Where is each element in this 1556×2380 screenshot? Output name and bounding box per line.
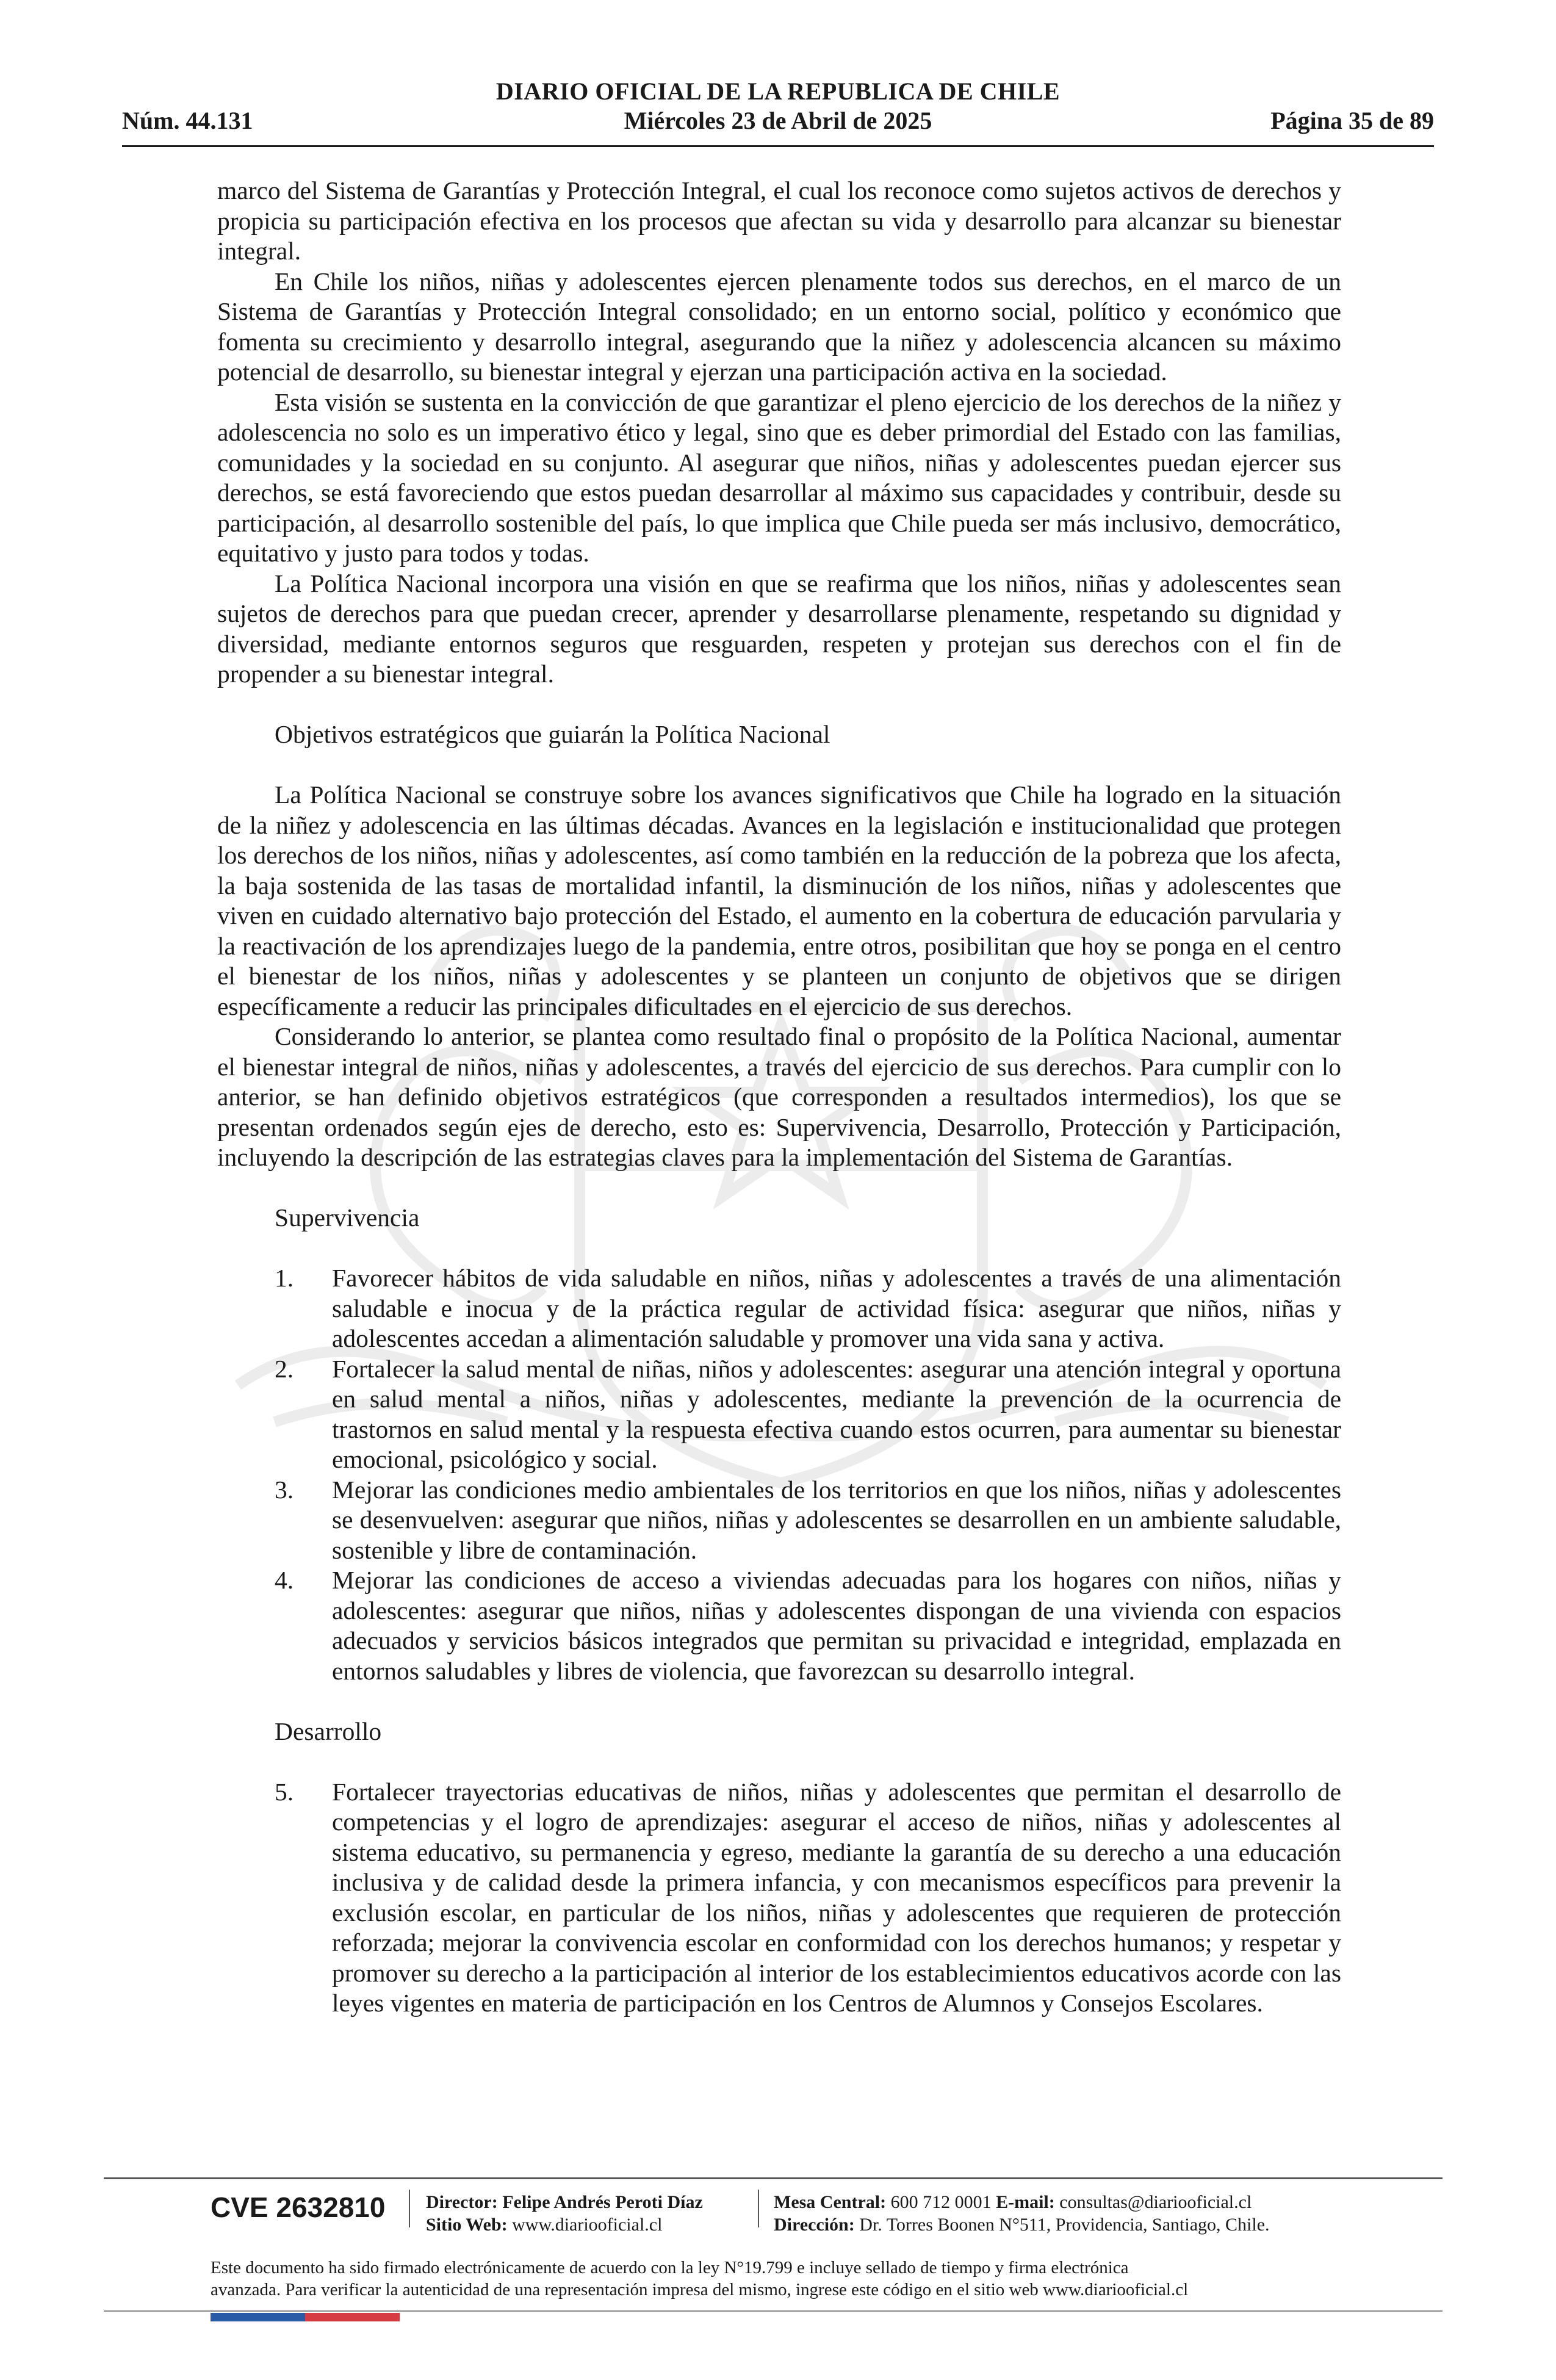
page-number: Página 35 de 89 (1270, 107, 1434, 134)
list-item-number: 2. (275, 1354, 294, 1383)
list-item-text: Fortalecer la salud mental de niñas, niños y adolescentes: asegurar una atención integral y oportuna en salud mental a niños, niñas y adolescentes, mediante la prevención de la ocurrencia de trastornos en salud mental y la respuesta efectiva cuando estos ocurren, para aumentar su bienestar emocional, psicológico y social. (332, 1354, 1341, 1473)
list-item-text: Mejorar las condiciones de acceso a viviendas adecuadas para los hogares con niños, niñas y adolescentes: asegurar que niños, niñas y adolescentes dispongan de una vivienda con espacios adecuados y servicios básicos integrados que permitan su privacidad e integridad, emplazada en entornos saludables y libres de violencia, que favorezcan su desarrollo integral. (332, 1566, 1341, 1685)
list-item-number: 5. (275, 1777, 294, 1806)
email-link[interactable]: consultas@diariooficial.cl (1059, 2192, 1252, 2212)
issue-number: Núm. 44.131 (122, 107, 253, 134)
newspaper-title: DIARIO OFICIAL DE LA REPUBLICA DE CHILE (495, 78, 1061, 105)
section-heading-survival: Supervivencia (275, 1203, 420, 1231)
director-name: Felipe Andrés Peroti Díaz (502, 2192, 703, 2212)
notice-line: avanzada. Para verificar la autenticidad de una representación impresa del mismo, ingrese este código en el sitio web www.diariooficial.cl (211, 2280, 1189, 2299)
mesa-label: Mesa Central: (774, 2192, 887, 2212)
cve-code: CVE 2632810 (211, 2191, 386, 2223)
list-item (217, 1354, 1341, 1475)
flag-stripe-blue (211, 2313, 305, 2321)
survival-objectives-list (217, 1263, 1341, 1686)
flag-stripe-red (305, 2313, 400, 2321)
document-body (217, 176, 1341, 2019)
paragraph: marco del Sistema de Garantías y Protección Integral, el cual los reconoce como sujetos activos de derechos y propicia su participación efectiva en los procesos que afectan su vida y desarrollo para alcanzar su bienestar integral. (217, 176, 1341, 265)
footer-contact-block (774, 2191, 1270, 2236)
list-item-text: Favorecer hábitos de vida saludable en niños, niñas y adolescentes a través de una alimentación saludable e inocua y de la práctica regular de actividad física: asegurar que niños, niñas y adolescentes accedan a alimentación saludable y promover una vida sana y activa. (332, 1264, 1341, 1352)
paragraph: La Política Nacional incorpora una visión en que se reafirma que los niños, niñas y adolescentes sean sujetos de derechos para que puedan crecer, aprender y desarrollarse plenamente, respetando su dignidad y diversidad, mediante entornos seguros que resguarden, respeten y protejan sus derechos con el fin de propender a su bienestar integral. (217, 569, 1341, 688)
page-footer (104, 2177, 1443, 2331)
list-item-text: Fortalecer trayectorias educativas de niños, niñas y adolescentes que permitan el desarrollo de competencias y el logro de aprendizajes: asegurar el acceso de niños, niñas y adolescentes al sistema educativo, su permanencia y egreso, mediante la garantía de su derecho a una educación inclusiva y de calidad desde la primera infancia, y con mecanismos específicos para prevenir la exclusión escolar, en particular de los niños, niñas y adolescentes que requieren de protección reforzada; mejorar la convivencia escolar en conformidad con los derechos humanos; y respetar y promover su derecho a la participación al interior de los establecimientos educativos acorde con las leyes vigentes en materia de participación en los Centros de Alumnos y Consejos Escolares. (332, 1777, 1341, 2017)
page-header (122, 77, 1434, 147)
footer-separator (758, 2190, 759, 2227)
section-heading-objectives: Objetivos estratégicos que guiarán la Política Nacional (275, 720, 830, 748)
paragraph: La Política Nacional se construye sobre los avances significativos que Chile ha logrado en la situación de la niñez y adolescencia en las últimas décadas. Avances en la legislación e institucionalidad que protegen los derechos de los niños, niñas y adolescentes, así como también en la reducción de la pobreza que los afecta, la baja sostenida de las tasas de mortalidad infantil, la disminución de los niños, niñas y adolescentes que viven en cuidado alternativo bajo protección del Estado, el aumento en la cobertura de educación parvularia y la reactivación de los aprendizajes luego de la pandemia, entre otros, posibilitan que hoy se ponga en el centro el bienestar de los niños, niñas y adolescentes y se planteen un conjunto de objetivos que se dirigen específicamente a reducir las principales dificultades en el ejercicio de sus derechos. (217, 781, 1341, 1020)
email-label: E-mail: (996, 2192, 1055, 2212)
list-item (217, 1263, 1341, 1354)
footer-divider (104, 2177, 1443, 2179)
mesa-phone: 600 712 0001 (890, 2192, 992, 2212)
paragraph: Esta visión se sustenta en la convicción de que garantizar el pleno ejercicio de los derechos de la niñez y adolescencia no solo es un imperativo ético y legal, sino que es deber primordial del Estado con las familias, comunidades y la sociedad en su conjunto. Al asegurar que niños, niñas y adolescentes puedan ejercer sus derechos, se está favoreciendo que estos puedan desarrollar al máximo sus capacidades y contribuir, desde su participación, al desarrollo sostenible del país, lo que implica que Chile pueda ser más inclusivo, democrático, equitativo y justo para todos y todas. (217, 388, 1341, 567)
notice-line: Este documento ha sido firmado electrónicamente de acuerdo con la ley N°19.799 e incluye sellado de tiempo y firma electrónica (211, 2258, 1129, 2277)
director-label: Director: (426, 2192, 498, 2212)
footer-divider (104, 2310, 1443, 2312)
issue-date: Miércoles 23 de Abril de 2025 (624, 107, 932, 134)
address-value: Dr. Torres Boonen N°511, Providencia, Santiago, Chile. (859, 2215, 1270, 2235)
paragraph: En Chile los niños, niñas y adolescentes ejercen plenamente todos sus derechos, en el marco de un Sistema de Garantías y Protección Integral consolidado; en un entorno social, político y económico que fomenta su crecimiento y desarrollo integral, asegurando que la niñez y adolescencia alcancen su máximo potencial de desarrollo, su bienestar integral y ejerzan una participación activa en la sociedad. (217, 267, 1341, 386)
list-item (217, 1565, 1341, 1686)
signature-notice (211, 2257, 1431, 2301)
footer-director-block (426, 2191, 703, 2236)
development-objectives-list (217, 1777, 1341, 2019)
list-item-number: 3. (275, 1475, 294, 1504)
site-label: Sitio Web: (426, 2215, 508, 2235)
list-item (217, 1475, 1341, 1566)
list-item-text: Mejorar las condiciones medio ambientales de los territorios en que los niños, niñas y adolescentes se desenvuelven: asegurar que niños, niñas y adolescentes se desarrollen en un ambiente saludable, sostenible y libre de contaminación. (332, 1475, 1341, 1564)
list-item-number: 4. (275, 1566, 294, 1594)
paragraph: Considerando lo anterior, se plantea como resultado final o propósito de la Política Nacional, aumentar el bienestar integral de niños, niñas y adolescentes, a través del ejercicio de sus derechos. Para cumplir con lo anterior, se han definido objetivos estratégicos (que corresponden a resultados intermedios), los que se presentan ordenados según ejes de derecho, esto es: Supervivencia, Desarrollo, Protección y Participación, incluyendo la descripción de las estrategias claves para la implementación del Sistema de Garantías. (217, 1022, 1341, 1171)
list-item (217, 1777, 1341, 2019)
section-heading-development: Desarrollo (275, 1717, 382, 1745)
site-link[interactable]: www.diariooficial.cl (512, 2215, 663, 2235)
address-label: Dirección: (774, 2215, 855, 2235)
list-item-number: 1. (275, 1264, 294, 1292)
footer-separator (409, 2190, 410, 2227)
